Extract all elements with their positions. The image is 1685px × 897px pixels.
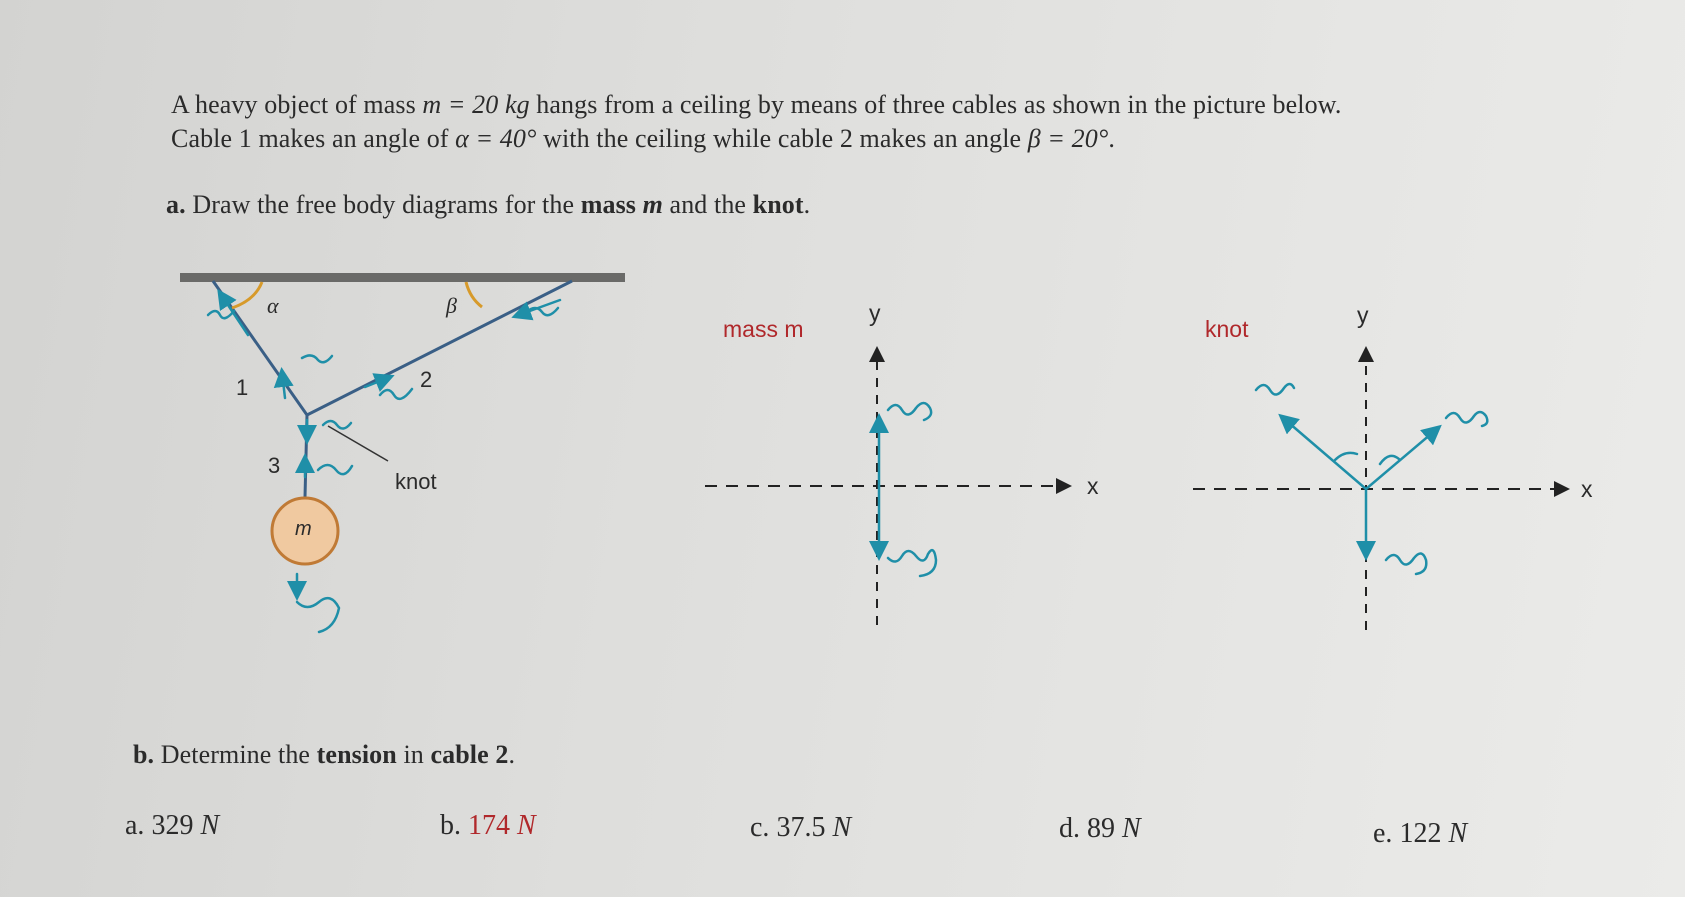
hw-label-mg (888, 550, 936, 576)
option-c[interactable] (750, 812, 851, 844)
option-unit: N (832, 812, 852, 843)
problem-text: A heavy object of mass (171, 90, 423, 119)
beta-arc (466, 282, 482, 307)
fbd-knot-title: knot (1205, 316, 1249, 342)
option-d[interactable] (1059, 813, 1141, 845)
option-unit: N (1122, 813, 1141, 844)
fbd-mass-axes (705, 350, 1068, 625)
ceiling-bar (180, 273, 625, 282)
part-b-text: . (508, 740, 516, 769)
part-b-bold-cable2: cable 2 (430, 740, 509, 769)
option-letter: e. (1373, 818, 1393, 849)
option-value: 174 (468, 810, 510, 841)
cable-1-label: 1 (236, 375, 249, 400)
option-e[interactable] (1373, 818, 1467, 850)
option-letter: c. (750, 812, 770, 843)
hw-arrow-cable1-top (220, 293, 248, 335)
part-b-text: in (396, 740, 431, 769)
hw-label-ft1 (1256, 384, 1294, 395)
part-a-bold-knot: knot (752, 190, 804, 219)
knot-pointer-line (328, 426, 388, 461)
fbd-mass-x-label: x (1087, 473, 1099, 499)
beta-expression: β = 20° (1027, 124, 1109, 153)
option-value: 37.5 (776, 812, 826, 843)
hw-label-ft2 (1446, 412, 1487, 426)
handwritten-arrows (208, 293, 560, 632)
option-letter: a. (125, 810, 145, 841)
hw-label-ft3 (1386, 553, 1426, 574)
problem-text: hangs from a ceiling by means of three cables as shown in the picture below. (529, 90, 1342, 119)
hw-arrow-cable1-knot (282, 372, 285, 398)
option-value: 89 (1087, 813, 1115, 844)
mass-expression: m = 20 kg (422, 90, 530, 119)
option-a[interactable] (125, 810, 219, 842)
part-a-text: and the (662, 190, 753, 219)
alpha-arc (232, 282, 262, 308)
hw-scribble-ft3a (323, 421, 351, 429)
part-b-text: Determine the (160, 740, 317, 769)
part-a-text: . (803, 190, 811, 219)
part-a-bold-mass: mass (580, 190, 637, 219)
mass-label: m (295, 518, 312, 540)
option-letter: d. (1059, 813, 1080, 844)
option-unit: N (517, 810, 536, 841)
part-a-marker: a. (166, 190, 186, 219)
option-letter: b. (440, 810, 461, 841)
fbd-mass-y-label: y (869, 300, 881, 326)
hw-scribble-mg (297, 598, 339, 632)
hw-scribble-ft1 (208, 311, 234, 318)
alpha-expression: α = 40° (455, 124, 537, 153)
fbd-mass-title: mass m (723, 316, 804, 342)
cable-1 (213, 281, 307, 415)
hw-scribble-ft1b (302, 355, 332, 362)
part-a-bold-m: m (642, 190, 663, 219)
cable-3-label: 3 (268, 453, 281, 478)
fbd-knot-y-label: y (1357, 302, 1369, 328)
cable-2 (307, 281, 572, 415)
problem-text: Cable 1 makes an angle of (171, 124, 456, 153)
knot-label: knot (395, 469, 437, 494)
fbd-knot-handwriting (1256, 384, 1487, 574)
fbd-knot-x-label: x (1581, 476, 1593, 502)
option-unit: N (200, 810, 220, 841)
hw-angle-left (1335, 453, 1357, 460)
beta-label: β (446, 293, 457, 318)
problem-text: with the ceiling while cable 2 makes an angle (536, 124, 1028, 153)
fbd-knot-axes (1193, 350, 1566, 630)
option-value: 122 (1399, 818, 1442, 849)
option-b[interactable] (440, 810, 536, 842)
alpha-label: α (267, 293, 279, 318)
cable-2-label: 2 (420, 367, 433, 392)
option-value: 329 (151, 810, 194, 841)
problem-text: . (1108, 124, 1115, 153)
option-unit: N (1448, 818, 1468, 849)
part-b-bold-tension: tension (316, 740, 397, 769)
part-b-marker: b. (133, 740, 155, 769)
hw-ft2-arrow (1366, 428, 1438, 489)
hw-scribble-ft2 (380, 389, 412, 399)
fbd-mass-handwriting (879, 403, 936, 576)
hw-label-ft3 (888, 403, 931, 420)
part-b-prompt (133, 740, 515, 770)
part-a-text: Draw the free body diagrams for the (192, 190, 581, 219)
hw-scribble-ft3b (318, 465, 352, 474)
